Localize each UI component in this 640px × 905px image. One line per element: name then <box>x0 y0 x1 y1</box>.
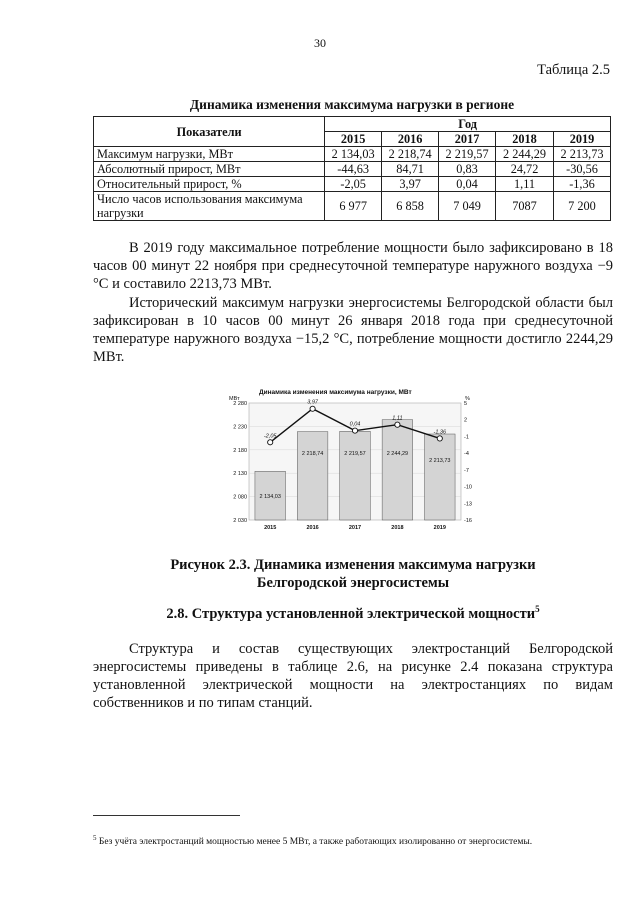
line-point <box>395 422 400 427</box>
header-indicators: Показатели <box>94 117 325 147</box>
header-year: Год <box>325 117 611 132</box>
x-tick-label: 2017 <box>348 525 362 531</box>
row-label: Абсолютный прирост, МВт <box>94 162 325 177</box>
line-label: 3,97 <box>307 399 318 406</box>
bar-label: 2 219,57 <box>344 451 366 457</box>
bar <box>297 432 328 520</box>
table-cell: 3,97 <box>382 177 439 192</box>
year-cell: 2018 <box>496 132 554 147</box>
table-cell: 1,11 <box>496 177 554 192</box>
figure-caption <box>93 556 613 592</box>
chart-ylabel-right: % <box>465 396 470 402</box>
bar <box>425 434 456 520</box>
table-cell: 2 134,03 <box>325 147 382 162</box>
footnote-number: 5 <box>93 834 97 842</box>
footnote <box>93 834 623 847</box>
year-cell: 2015 <box>325 132 382 147</box>
footnote-marker: 5 <box>535 604 540 614</box>
year-cell: 2017 <box>439 132 496 147</box>
bar <box>382 420 413 520</box>
y-tick-right: 2 <box>464 417 468 424</box>
table-cell: -2,05 <box>325 177 382 192</box>
table-cell: -44,63 <box>325 162 382 177</box>
table-cell: 0,83 <box>439 162 496 177</box>
paragraph-structure: Структура и состав существующих электростанций Белгородской энергосистемы приведены в таблице 2.6, на рисунке 2.4 показана структура установленной электрической мощности на электростанциях по видам собственников и по типам станций. <box>93 641 613 711</box>
y-tick-right: -10 <box>464 484 472 491</box>
year-cell: 2019 <box>554 132 611 147</box>
table-title: Динамика изменения максимума нагрузки в регионе <box>189 97 515 112</box>
table-cell: -1,36 <box>554 177 611 192</box>
line-label: 1,11 <box>392 415 403 422</box>
load-chart <box>227 383 497 535</box>
section-heading <box>93 604 613 623</box>
table-cell: 6 858 <box>382 192 439 221</box>
table-row <box>94 162 611 177</box>
bar <box>340 431 371 520</box>
table-cell: 2 218,74 <box>382 147 439 162</box>
table-cell: 24,72 <box>496 162 554 177</box>
page-number: 30 <box>314 36 326 50</box>
line-point <box>268 440 273 445</box>
line-label: -1,36 <box>433 429 447 436</box>
section-heading-text: 2.8. Структура установленной электрической мощности <box>166 605 536 622</box>
y-tick-left: 2 080 <box>233 494 247 501</box>
table-cell: 84,71 <box>382 162 439 177</box>
line-point <box>352 428 357 433</box>
table-cell: 2 213,73 <box>554 147 611 162</box>
load-maximum-table <box>93 116 611 221</box>
table-cell: 0,04 <box>439 177 496 192</box>
y-tick-right: -13 <box>464 501 472 508</box>
y-tick-left: 2 130 <box>233 471 247 478</box>
table-cell: 6 977 <box>325 192 382 221</box>
bar-label: 2 218,74 <box>301 451 324 457</box>
y-tick-left: 2 230 <box>233 424 247 431</box>
row-label: Относительный прирост, % <box>94 177 325 192</box>
table-label: Таблица 2.5 <box>537 62 610 78</box>
bar-label: 2 213,73 <box>429 458 451 464</box>
table-cell: 2 219,57 <box>439 147 496 162</box>
y-tick-right: -16 <box>464 518 472 524</box>
line-point <box>437 436 442 441</box>
y-tick-left: 2 030 <box>233 518 247 524</box>
line-label: -2,05 <box>263 433 277 440</box>
footnote-divider <box>93 815 240 816</box>
figure-caption-line1: Рисунок 2.3. Динамика изменения максимума нагрузки <box>170 557 536 573</box>
line-label: 0,04 <box>349 421 361 428</box>
y-tick-right: -7 <box>464 467 469 474</box>
table-cell: 2 244,29 <box>496 147 554 162</box>
table-header-row <box>94 117 611 132</box>
x-tick-label: 2015 <box>264 525 277 531</box>
y-tick-right: 5 <box>464 401 468 407</box>
table-cell: -30,56 <box>554 162 611 177</box>
table-cell: 7 049 <box>439 192 496 221</box>
y-tick-left: 2 280 <box>233 401 247 407</box>
chart-svg <box>227 383 497 535</box>
bar-label: 2 244,29 <box>386 451 409 457</box>
chart-ylabel-left: МВт <box>229 396 240 402</box>
chart-title: Динамика изменения максимума нагрузки, МВт <box>259 389 412 396</box>
x-tick-label: 2016 <box>306 525 319 531</box>
x-tick-label: 2019 <box>433 525 446 531</box>
y-tick-right: -4 <box>464 451 469 458</box>
bar-label: 2 134,03 <box>259 494 281 500</box>
paragraph-historical-maximum: Исторический максимум нагрузки энергосистемы Белгородской области был зафиксирован в 10 часов 00 минут 26 января 2018 года при среднесуточной температуре наружного воздуха −15,2 °С, потребление мощности достигло 2244,29 МВт. <box>93 295 613 365</box>
table-cell: 7 200 <box>554 192 611 221</box>
y-tick-left: 2 180 <box>233 447 247 454</box>
row-label: Число часов использования максимума нагрузки <box>94 192 325 221</box>
table-cell: 7087 <box>496 192 554 221</box>
row-label: Максимум нагрузки, МВт <box>94 147 325 162</box>
figure-caption-line2: Белгородской энергосистемы <box>256 575 450 591</box>
table-row <box>94 147 611 162</box>
x-tick-label: 2018 <box>391 525 404 531</box>
paragraph-2019-maximum: В 2019 году максимальное потребление мощности было зафиксировано в 18 часов 00 минут 22 ноября при среднесуточной температуре наружного воздуха −9 °С и составило 2213,73 МВт. <box>93 240 613 292</box>
table-row <box>94 177 611 192</box>
y-tick-right: -1 <box>464 434 469 441</box>
footnote-text: Без учёта электростанций мощностью менее 5 МВт, а также работающих изолированно от энергосистемы. <box>98 837 533 848</box>
line-point <box>310 406 315 411</box>
table-row <box>94 192 611 221</box>
year-cell: 2016 <box>382 132 439 147</box>
